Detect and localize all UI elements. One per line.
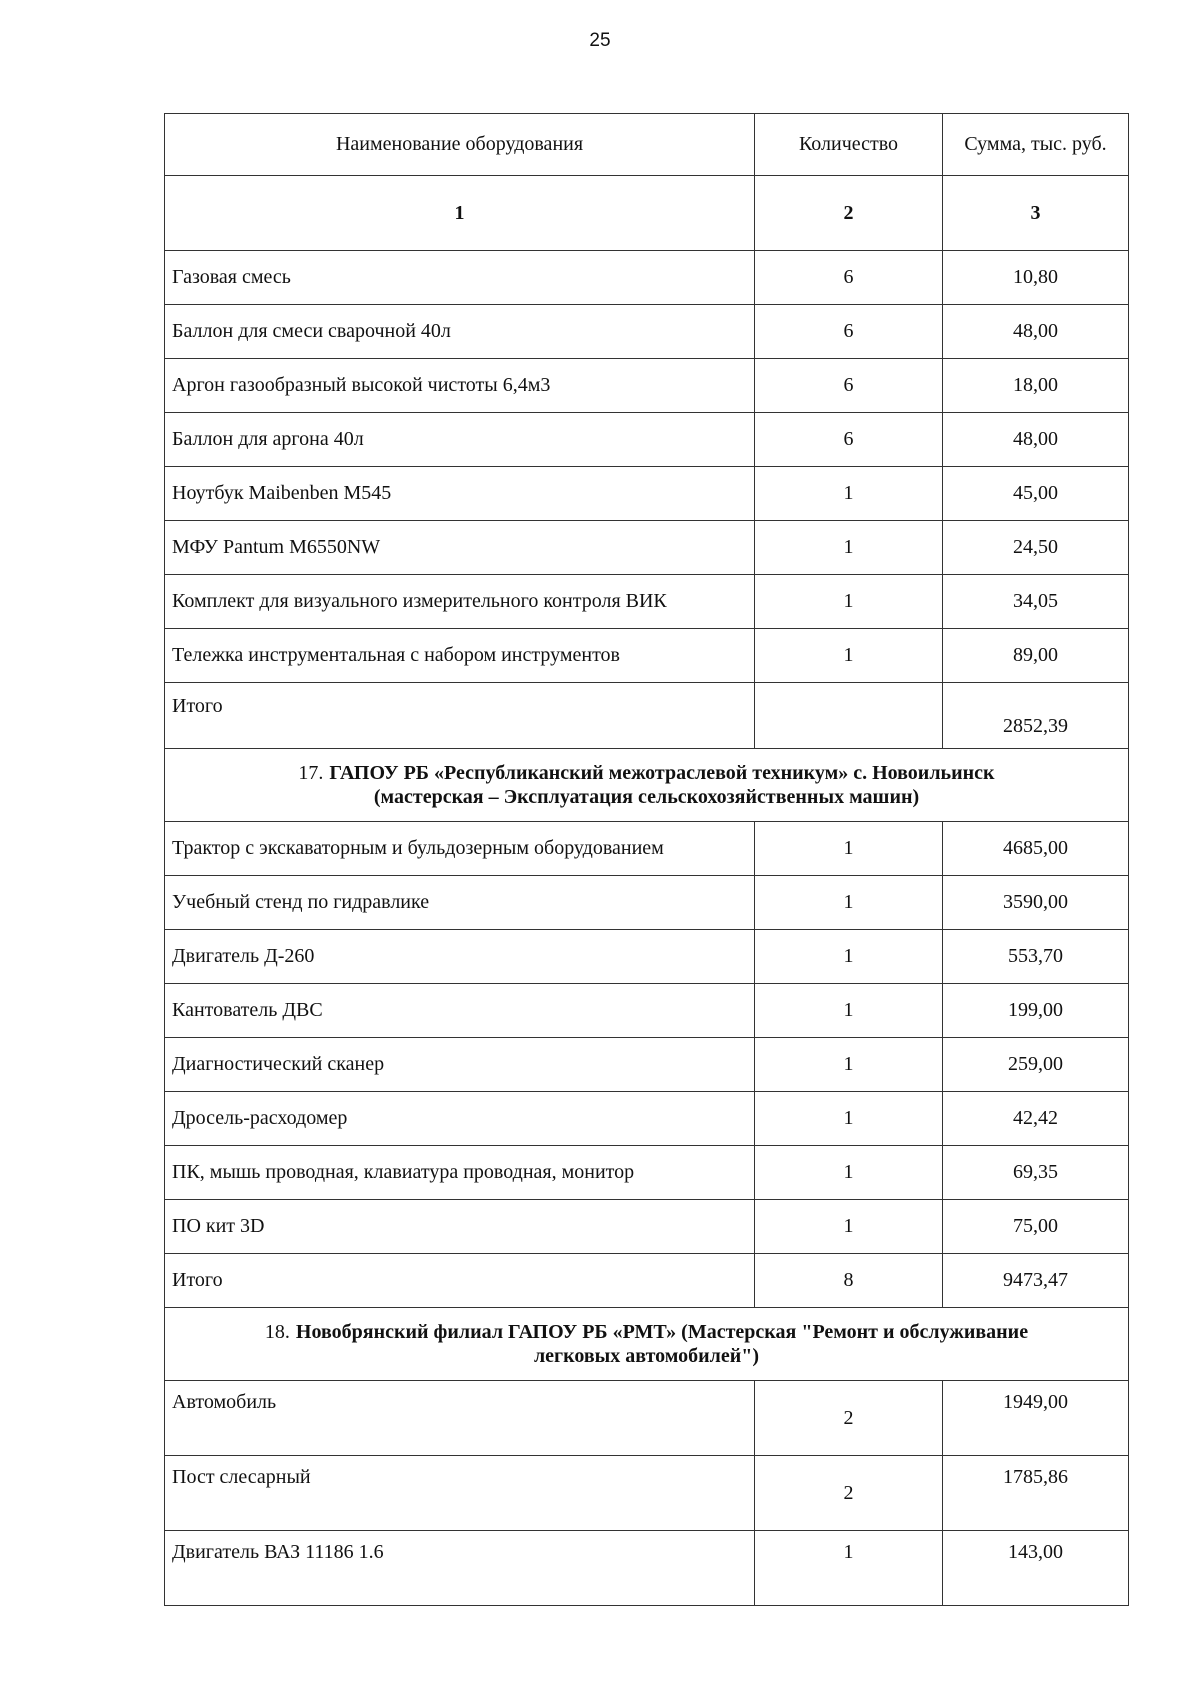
total-sum: 9473,47 (943, 1254, 1129, 1308)
item-sum: 24,50 (943, 521, 1129, 575)
item-qty: 1 (755, 1146, 943, 1200)
section-heading (165, 749, 1129, 822)
column-number-2: 2 (755, 176, 943, 251)
section-title-line2: (мастерская – Эксплуатация сельскохозяйственных машин) (373, 786, 920, 808)
item-name: ПО кит 3D (165, 1200, 755, 1254)
section-heading (165, 1308, 1129, 1381)
table-row (165, 251, 1129, 305)
item-sum: 553,70 (943, 930, 1129, 984)
table-row (165, 1531, 1129, 1606)
item-qty: 1 (755, 575, 943, 629)
item-sum: 199,00 (943, 984, 1129, 1038)
table-row (165, 467, 1129, 521)
item-name: Комплект для визуального измерительного контроля ВИК (165, 575, 755, 629)
header-sum: Сумма, тыс. руб. (943, 114, 1129, 176)
item-name: Учебный стенд по гидравлике (165, 876, 755, 930)
item-qty: 6 (755, 413, 943, 467)
item-name: ПК, мышь проводная, клавиатура проводная, монитор (165, 1146, 755, 1200)
table-row (165, 305, 1129, 359)
total-label: Итого (165, 683, 755, 749)
item-qty: 6 (755, 359, 943, 413)
item-qty: 2 (755, 1381, 943, 1456)
table-row (165, 1381, 1129, 1456)
item-name: Газовая смесь (165, 251, 755, 305)
section-title-line1: Новобрянский филиал ГАПОУ РБ «РМТ» (Мастерская "Ремонт и обслуживание (295, 1321, 1029, 1343)
item-qty: 6 (755, 251, 943, 305)
table-row (165, 1200, 1129, 1254)
total-qty (755, 683, 943, 749)
item-qty: 1 (755, 930, 943, 984)
item-name: Баллон для аргона 40л (165, 413, 755, 467)
table-row (165, 930, 1129, 984)
item-name: Пост слесарный (165, 1456, 755, 1531)
item-name: Трактор с экскаваторным и бульдозерным оборудованием (165, 822, 755, 876)
section-title-line2: легковых автомобилей") (533, 1345, 760, 1367)
item-sum: 3590,00 (943, 876, 1129, 930)
item-name: Диагностический сканер (165, 1038, 755, 1092)
item-sum: 89,00 (943, 629, 1129, 683)
section-title-line1: ГАПОУ РБ «Республиканский межотраслевой техникум» с. Новоильинск (329, 762, 995, 784)
item-qty: 2 (755, 1456, 943, 1531)
column-number-row (165, 176, 1129, 251)
table-row (165, 359, 1129, 413)
item-sum: 10,80 (943, 251, 1129, 305)
table-row (165, 984, 1129, 1038)
item-name: Аргон газообразный высокой чистоты 6,4м3 (165, 359, 755, 413)
item-qty: 1 (755, 521, 943, 575)
item-sum: 1785,86 (943, 1456, 1129, 1531)
item-name: Двигатель Д-260 (165, 930, 755, 984)
page-number: 25 (589, 30, 611, 51)
item-sum: 75,00 (943, 1200, 1129, 1254)
item-name: Кантователь ДВС (165, 984, 755, 1038)
item-sum: 48,00 (943, 413, 1129, 467)
table-row (165, 413, 1129, 467)
section-heading-row (165, 1308, 1129, 1381)
item-qty: 1 (755, 1092, 943, 1146)
item-name: Двигатель ВАЗ 11186 1.6 (165, 1531, 755, 1606)
total-sum: 2852,39 (943, 683, 1129, 749)
section-heading-row (165, 749, 1129, 822)
table-row (165, 1092, 1129, 1146)
column-number-3: 3 (943, 176, 1129, 251)
section-number: 17. (298, 762, 324, 784)
column-number-1: 1 (165, 176, 755, 251)
item-qty: 1 (755, 629, 943, 683)
table-header-row (165, 114, 1129, 176)
total-qty: 8 (755, 1254, 943, 1308)
equipment-table (164, 113, 1129, 1606)
table-row (165, 629, 1129, 683)
item-sum: 69,35 (943, 1146, 1129, 1200)
header-quantity: Количество (755, 114, 943, 176)
table-row (165, 1038, 1129, 1092)
item-name: МФУ Pantum M6550NW (165, 521, 755, 575)
item-sum: 143,00 (943, 1531, 1129, 1606)
total-row (165, 683, 1129, 749)
table-row (165, 1146, 1129, 1200)
item-sum: 48,00 (943, 305, 1129, 359)
item-qty: 1 (755, 1038, 943, 1092)
item-qty: 1 (755, 1531, 943, 1606)
section-number: 18. (264, 1321, 290, 1343)
item-sum: 1949,00 (943, 1381, 1129, 1456)
item-sum: 45,00 (943, 467, 1129, 521)
item-sum: 42,42 (943, 1092, 1129, 1146)
table-row (165, 822, 1129, 876)
item-name: Баллон для смеси сварочной 40л (165, 305, 755, 359)
item-qty: 1 (755, 1200, 943, 1254)
table-row (165, 521, 1129, 575)
item-name: Автомобиль (165, 1381, 755, 1456)
item-qty: 6 (755, 305, 943, 359)
item-name: Дросель-расходомер (165, 1092, 755, 1146)
item-name: Ноутбук Maibenben M545 (165, 467, 755, 521)
table-row (165, 876, 1129, 930)
item-qty: 1 (755, 822, 943, 876)
item-sum: 18,00 (943, 359, 1129, 413)
item-qty: 1 (755, 984, 943, 1038)
item-qty: 1 (755, 467, 943, 521)
header-equipment-name: Наименование оборудования (165, 114, 755, 176)
total-label: Итого (165, 1254, 755, 1308)
table-row (165, 575, 1129, 629)
table-row (165, 1456, 1129, 1531)
item-sum: 4685,00 (943, 822, 1129, 876)
item-sum: 34,05 (943, 575, 1129, 629)
item-name: Тележка инструментальная с набором инструментов (165, 629, 755, 683)
item-sum: 259,00 (943, 1038, 1129, 1092)
item-qty: 1 (755, 876, 943, 930)
total-row (165, 1254, 1129, 1308)
